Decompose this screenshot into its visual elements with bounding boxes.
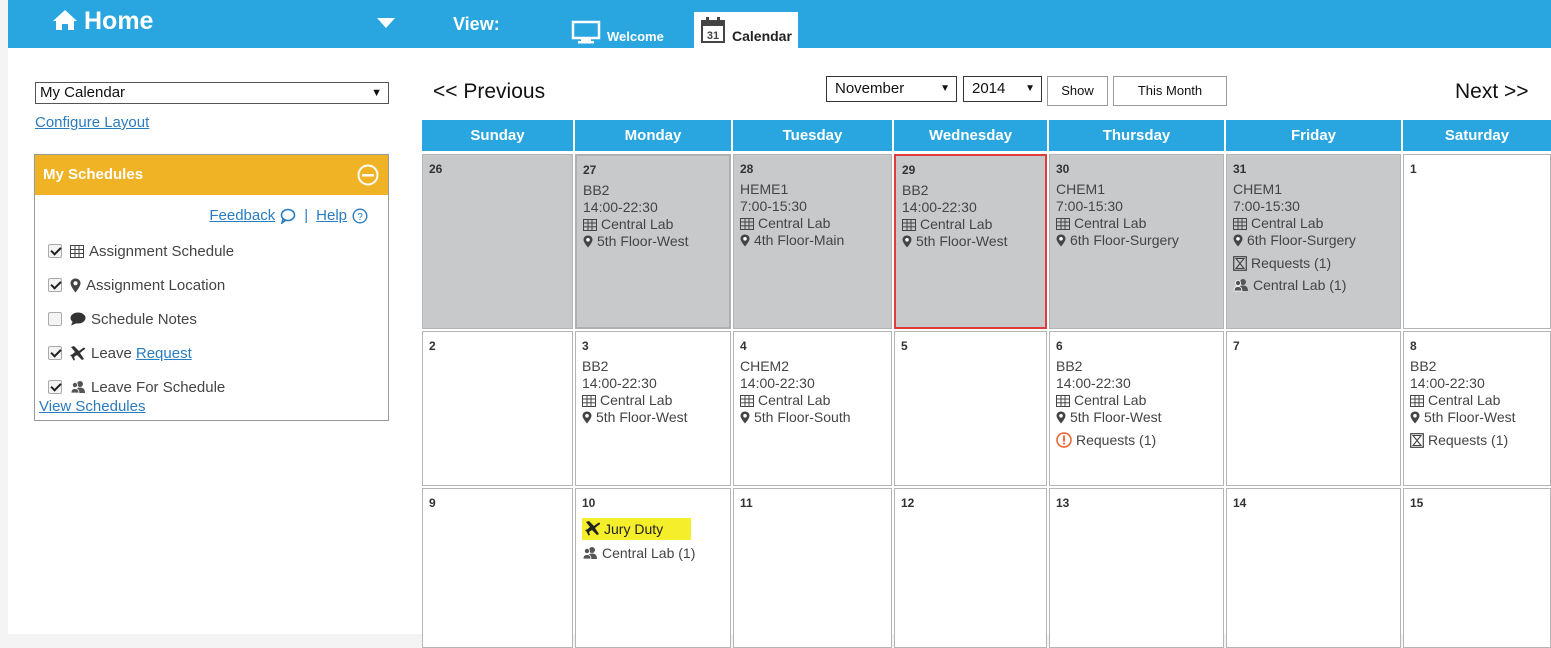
department-label: Central Lab [758,215,831,231]
day-number: 8 [1410,339,1417,353]
map-marker-icon [583,235,593,248]
map-marker-icon [1410,411,1420,424]
top-navigation-bar [8,0,1551,48]
day-number: 12 [901,496,915,510]
leave-for-schedule-link[interactable] [582,545,730,562]
day-number: 6 [1056,339,1063,353]
day-number: 15 [1410,496,1424,510]
grid-icon [70,245,84,258]
calendar-day-cell[interactable] [733,488,892,648]
show-button[interactable]: Show [1047,76,1108,106]
home-label: Home [84,7,154,35]
assignment-location-checkbox[interactable] [48,278,62,292]
select-arrow-icon: ▼ [1025,83,1035,94]
map-marker-icon [1056,411,1066,424]
view-label: View: [453,14,500,34]
view-schedules-link[interactable]: View Schedules [39,398,146,415]
map-marker-icon [70,278,81,293]
day-number: 2 [429,339,436,353]
department-label: Central Lab [1251,215,1324,231]
day-number: 1 [1410,162,1417,176]
map-marker-icon [740,411,750,424]
weekday-header-thursday: Thursday [1049,120,1224,151]
day-number: 3 [582,339,589,353]
leave-request-link[interactable]: Request [135,344,192,362]
select-arrow-icon: ▼ [940,83,950,94]
weekday-header-tuesday: Tuesday [733,120,892,151]
grid-icon [740,218,754,230]
shift-department [582,392,730,409]
shift-code[interactable]: CHEM2 [740,358,790,374]
leave-for-schedule-link[interactable] [1233,277,1400,294]
tab-welcome-label: Welcome [607,29,664,44]
requests-link[interactable] [1233,255,1400,272]
calendar-day-cell[interactable] [894,154,1047,329]
shift-location [740,232,891,249]
requests-label: Requests (1) [1428,432,1509,448]
grid-icon [740,395,754,407]
shift-department [902,216,1045,233]
shift-code[interactable]: CHEM1 [1233,181,1283,197]
shift-code[interactable]: CHEM1 [1056,181,1106,197]
users-icon [1233,278,1249,292]
shift-time: 7:00-15:30 [740,198,807,214]
location-label: 6th Floor-Surgery [1247,232,1356,248]
shift-code[interactable]: BB2 [1056,358,1083,374]
assignment-schedule-label: Assignment Schedule [89,242,235,260]
department-label: Central Lab [758,392,831,408]
select-arrow-icon: ▼ [371,87,382,99]
map-marker-icon [1056,234,1066,247]
calendar-day-cell[interactable] [733,154,892,329]
weekday-header-monday: Monday [575,120,731,151]
grid-icon [1056,395,1070,407]
day-number: 11 [740,496,753,510]
schedule-option-leave-for-schedule [48,376,225,398]
calendar-day-cell[interactable] [733,331,892,486]
calendar-day-cell[interactable] [1403,154,1551,329]
alert-icon [1056,432,1072,448]
location-label: 6th Floor-Surgery [1070,232,1179,248]
comment-icon[interactable] [280,208,296,224]
shift-location [1056,232,1223,249]
calendar-day-cell[interactable] [1049,331,1224,486]
year-select-value: 2014 [972,80,1006,97]
calendar-day-cell[interactable] [422,154,573,329]
help-link[interactable]: Help [316,207,347,224]
year-select[interactable] [963,76,1042,102]
shift-location [1233,232,1400,249]
department-label: Central Lab [600,392,673,408]
this-month-button[interactable]: This Month [1113,76,1227,106]
day-number: 29 [902,163,916,177]
users-icon [70,380,86,394]
svg-text:?: ? [357,211,363,223]
location-label: 5th Floor-West [1424,409,1516,425]
calendar-day-cell[interactable] [1403,488,1551,648]
shift-location [582,409,730,426]
department-label: Central Lab [920,216,993,232]
shift-department [740,215,891,232]
shift-time: 14:00-22:30 [902,199,977,215]
shift-time: 14:00-22:30 [1056,375,1131,391]
map-marker-icon [740,234,750,247]
location-label: 5th Floor-West [1070,409,1162,425]
shift-time: 14:00-22:30 [582,375,657,391]
shift-time: 14:00-22:30 [583,199,658,215]
shift-time: 14:00-22:30 [740,375,815,391]
day-number: 28 [740,162,754,176]
shift-department [583,216,729,233]
shift-code[interactable]: BB2 [1410,358,1437,374]
schedule-notes-label: Schedule Notes [91,310,197,328]
map-marker-icon [1233,234,1243,247]
requests-label: Requests (1) [1251,255,1332,271]
schedule-option-leave-request [48,342,192,364]
day-number: 4 [740,339,747,353]
shift-code[interactable]: HEME1 [740,181,789,197]
leave-for-schedule-count: Central Lab (1) [602,545,696,561]
calendar-day-cell[interactable] [1049,488,1224,648]
home-dropdown-toggle[interactable] [376,16,396,34]
calendar-day-cell[interactable] [575,488,731,648]
shift-code[interactable]: BB2 [902,182,929,198]
calendar-day-cell[interactable] [1226,331,1401,486]
day-number: 5 [901,339,908,353]
location-label: 5th Floor-West [596,409,688,425]
day-number: 7 [1233,339,1240,353]
my-schedules-panel [34,154,389,421]
schedule-option-schedule-notes [48,308,197,330]
previous-month-link[interactable]: << Previous [433,80,546,103]
day-number: 10 [582,496,596,510]
location-label: 4th Floor-Main [754,232,845,248]
schedule-option-assignment-location [48,274,225,296]
calendar-day-cell[interactable] [575,154,731,329]
feedback-link[interactable]: Feedback [209,207,276,224]
calendar-day-cell[interactable] [422,331,573,486]
calendar-day-cell[interactable] [575,331,731,486]
department-label: Central Lab [601,216,674,232]
shift-time: 7:00-15:30 [1233,198,1300,214]
day-number: 27 [583,163,597,177]
schedule-notes-checkbox[interactable] [48,312,62,326]
leave-label: Leave [91,344,132,362]
shift-department [740,392,891,409]
leave-event[interactable] [582,518,691,540]
help-icon[interactable] [352,208,368,224]
shift-department [1056,215,1223,232]
location-label: 5th Floor-West [597,233,689,249]
main-content [8,48,1551,634]
day-number: 14 [1233,496,1247,510]
weekday-header-friday: Friday [1226,120,1401,151]
collapse-icon[interactable] [357,164,379,186]
calendar-day-cell[interactable] [1226,154,1401,329]
hourglass-icon [1410,433,1424,448]
leave-event-label: Jury Duty [604,521,664,537]
grid-icon [902,219,916,231]
configure-layout-link[interactable]: Configure Layout [35,114,150,131]
home-menu[interactable] [52,6,153,36]
svg-text:31: 31 [706,30,720,42]
weekday-header-saturday: Saturday [1403,120,1551,151]
map-marker-icon [902,235,912,248]
calendar-day-cell[interactable] [1049,154,1224,329]
airplane-icon [70,345,86,361]
day-number: 31 [1233,162,1247,176]
calendar-day-cell[interactable] [1403,331,1551,486]
shift-department [1410,392,1550,409]
month-select[interactable] [826,76,957,102]
calendar-select-value: My Calendar [40,84,126,101]
shift-location [1056,409,1223,426]
assignment-schedule-checkbox[interactable] [48,244,62,258]
day-number: 13 [1056,496,1070,510]
calendar-day-cell[interactable] [1226,488,1401,648]
department-label: Central Lab [1074,392,1147,408]
tab-welcome[interactable] [565,12,670,48]
tab-calendar[interactable] [694,12,798,48]
shift-location [902,233,1045,250]
calendar-select[interactable] [35,82,389,104]
leave-for-schedule-checkbox[interactable] [48,380,62,394]
assignment-location-label: Assignment Location [86,276,226,294]
department-label: Central Lab [1428,392,1501,408]
my-schedules-header [35,155,388,195]
department-label: Central Lab [1074,215,1147,231]
airplane-icon [585,520,601,536]
location-label: 5th Floor-South [754,409,851,425]
day-number: 30 [1056,162,1070,176]
requests-label: Requests (1) [1076,432,1157,448]
calendar-day-cell[interactable] [422,488,573,648]
leave-for-schedule-label: Leave For Schedule [91,378,226,396]
schedule-option-assignment-schedule [48,240,234,262]
requests-link[interactable] [1410,432,1550,449]
grid-icon [1233,218,1247,230]
shift-time: 14:00-22:30 [1410,375,1485,391]
grid-icon [1056,218,1070,230]
calendar-day-cell[interactable] [894,331,1047,486]
shift-time: 7:00-15:30 [1056,198,1123,214]
shift-location [583,233,729,250]
leave-for-schedule-count: Central Lab (1) [1253,277,1347,293]
calendar-icon [700,16,726,44]
grid-icon [582,395,596,407]
monitor-icon [571,20,601,44]
hourglass-icon [1233,256,1247,271]
shift-location [740,409,891,426]
requests-link[interactable] [1056,432,1223,449]
caret-down-icon [376,17,396,29]
users-icon [582,546,598,560]
shift-code[interactable]: BB2 [583,182,610,198]
separator: | [304,207,309,224]
location-label: 5th Floor-West [916,233,1008,249]
weekday-header-wednesday: Wednesday [894,120,1047,151]
grid-icon [1410,395,1424,407]
feedback-help-row [209,207,368,224]
day-number: 26 [429,162,443,176]
tab-calendar-label: Calendar [732,28,792,44]
month-select-value: November [835,80,905,97]
home-icon [52,9,78,31]
shift-code[interactable]: BB2 [582,358,609,374]
weekday-header-sunday: Sunday [422,120,573,151]
grid-icon [583,219,597,231]
speech-bubble-icon [70,312,86,326]
day-number: 9 [429,496,436,510]
map-marker-icon [582,411,592,424]
leave-request-checkbox[interactable] [48,346,62,360]
shift-location [1410,409,1550,426]
my-schedules-title: My Schedules [43,166,144,183]
shift-department [1056,392,1223,409]
next-month-link[interactable]: Next >> [1455,80,1529,103]
shift-department [1233,215,1400,232]
calendar-day-cell[interactable] [894,488,1047,648]
